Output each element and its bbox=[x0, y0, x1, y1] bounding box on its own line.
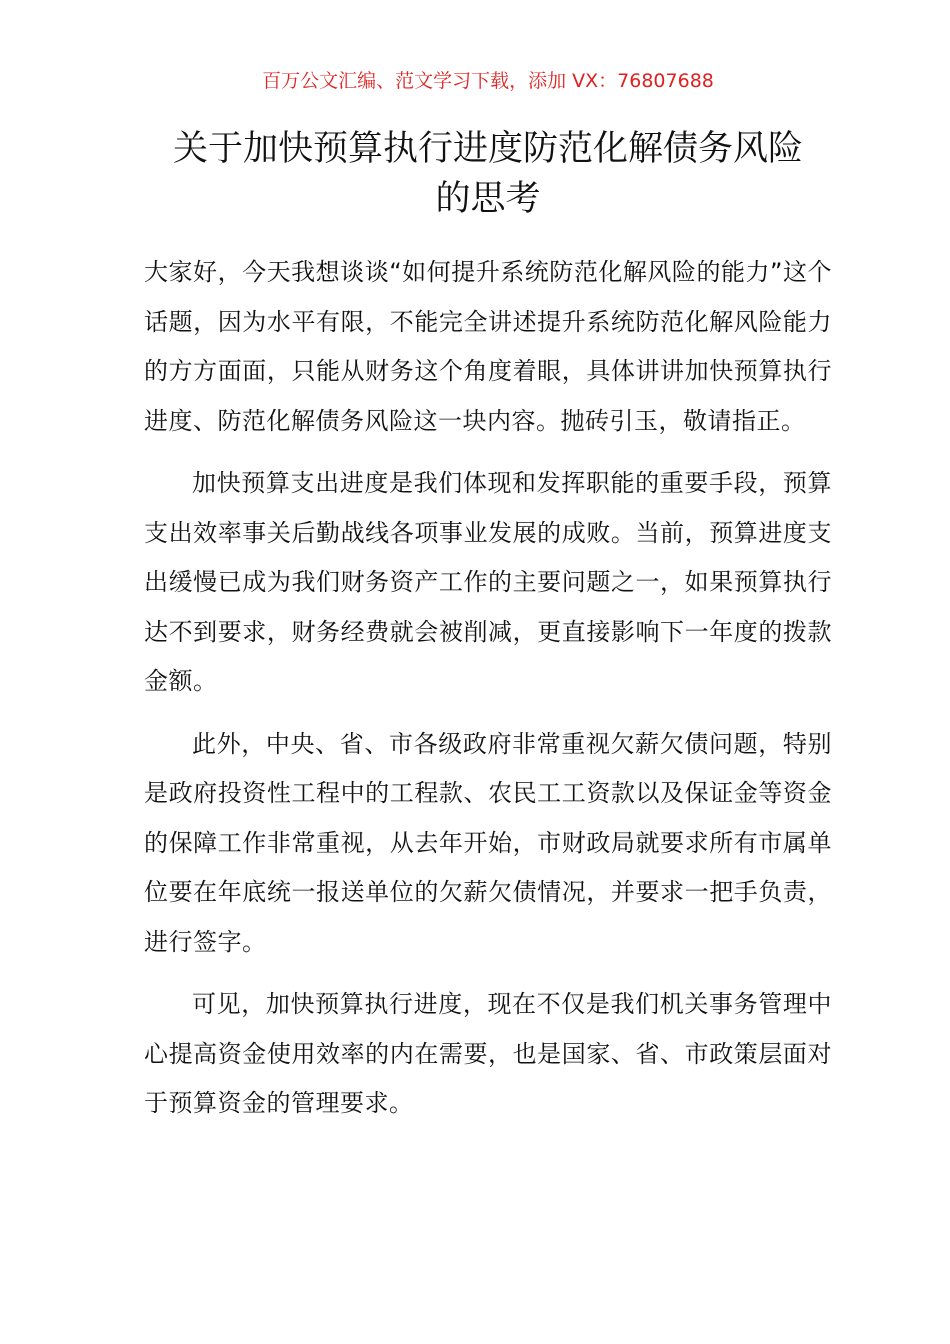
document-title bbox=[114, 124, 862, 224]
document-title-line-1: 关于加快预算执行进度防范化解债务风险 bbox=[172, 129, 803, 169]
paragraph-3: 此外，中央、省、市各级政府非常重视欠薪欠债问题，特别是政府投资性工程中的工程款、农民工工资款以及保证金等资金的保障工作非常重视，从去年开始，市财政局就要求所有市属单位要在年底统一报送单位的欠薪欠债情况，并要求一把手负责，进行签字。 bbox=[144, 729, 832, 956]
document-title-line-2: 的思考 bbox=[435, 179, 541, 219]
header-promo-note: 百万公文汇编、范文学习下载，添加 VX：76807688 bbox=[262, 70, 714, 92]
paragraph-2: 加快预算支出进度是我们体现和发挥职能的重要手段，预算支出效率事关后勤战线各项事业发展的成败。当前，预算进度支出缓慢已成为我们财务资产工作的主要问题之一，如果预算执行达不到要求，财务经费就会被削减，更直接影响下一年度的拨款金额。 bbox=[144, 469, 832, 695]
paragraph-4: 可见，加快预算执行进度，现在不仅是我们机关事务管理中心提高资金使用效率的内在需要，也是国家、省、市政策层面对于预算资金的管理要求。 bbox=[144, 990, 832, 1117]
paragraph-1: 大家好，今天我想谈谈“如何提升系统防范化解风险的能力”这个话题，因为水平有限，不能完全讲述提升系统防范化解风险能力的方方面面，只能从财务这个角度着眼，具体讲讲加快预算执行进度、防范化解债务风险这一块内容。抛砖引玉，敬请指正。 bbox=[144, 258, 832, 435]
